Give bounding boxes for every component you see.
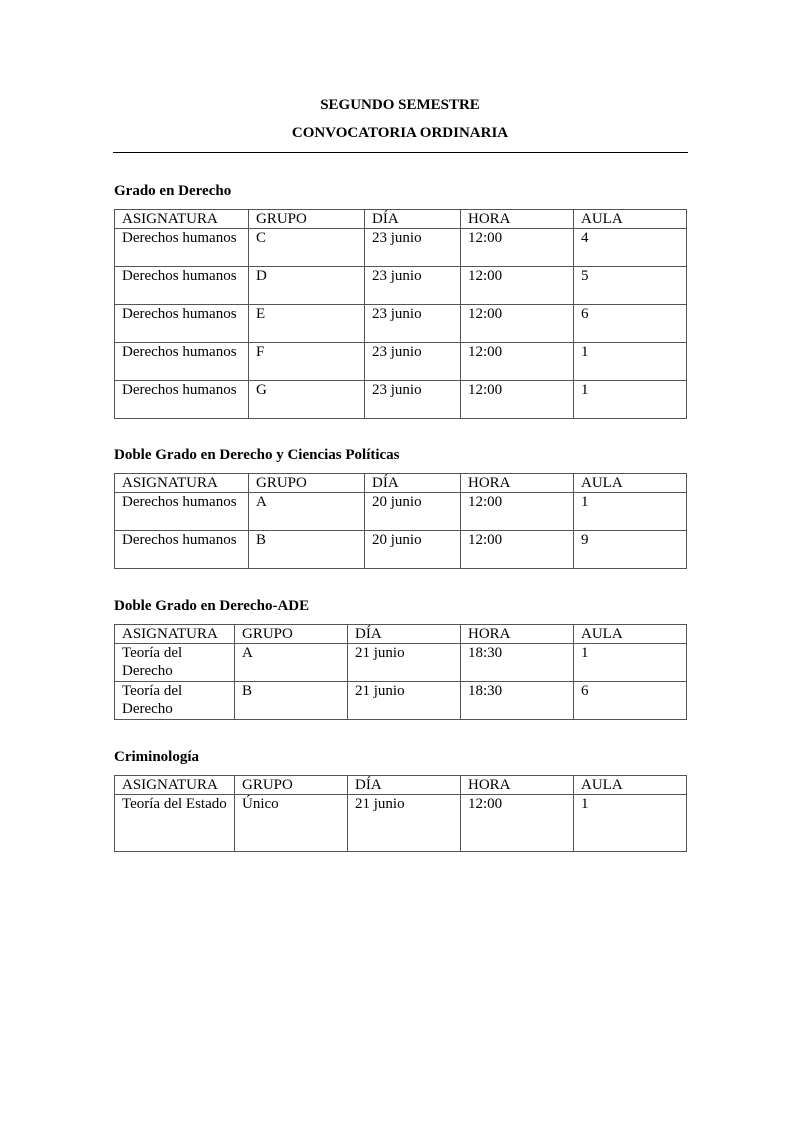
col-header-hora: HORA [461, 210, 574, 229]
col-header-aula: AULA [574, 474, 687, 493]
cell-asignatura: Derechos humanos [115, 531, 249, 569]
table-row [115, 381, 687, 419]
col-header-asignatura: ASIGNATURA [115, 474, 249, 493]
cell-aula: 1 [574, 644, 687, 682]
cell-hora: 12:00 [461, 381, 574, 419]
cell-grupo: D [249, 267, 365, 305]
cell-asignatura: Derechos humanos [115, 229, 249, 267]
schedule-table-grado-derecho [114, 209, 687, 419]
cell-hora: 12:00 [461, 229, 574, 267]
col-header-asignatura: ASIGNATURA [115, 776, 235, 795]
col-header-aula: AULA [574, 776, 687, 795]
col-header-grupo: GRUPO [235, 776, 348, 795]
cell-dia: 23 junio [365, 343, 461, 381]
cell-hora: 18:30 [461, 644, 574, 682]
table-row [115, 795, 687, 852]
cell-grupo: B [235, 682, 348, 720]
col-header-dia: DÍA [348, 776, 461, 795]
cell-dia: 23 junio [365, 267, 461, 305]
cell-aula: 1 [574, 381, 687, 419]
col-header-hora: HORA [461, 625, 574, 644]
cell-hora: 12:00 [461, 267, 574, 305]
cell-asignatura: Teoría del Estado [115, 795, 235, 852]
table-header-row [115, 776, 687, 795]
cell-dia: 23 junio [365, 305, 461, 343]
cell-asignatura: Derechos humanos [115, 343, 249, 381]
cell-aula: 1 [574, 343, 687, 381]
schedule-table-doble-grado-ade [114, 624, 687, 720]
col-header-asignatura: ASIGNATURA [115, 625, 235, 644]
col-header-hora: HORA [461, 474, 574, 493]
table-header-row [115, 474, 687, 493]
table-row [115, 644, 687, 682]
table-row [115, 305, 687, 343]
table-row [115, 493, 687, 531]
cell-dia: 20 junio [365, 531, 461, 569]
cell-aula: 1 [574, 493, 687, 531]
cell-aula: 5 [574, 267, 687, 305]
schedule-table-doble-grado-ccpp [114, 473, 687, 569]
cell-grupo: A [235, 644, 348, 682]
cell-grupo: B [249, 531, 365, 569]
cell-hora: 12:00 [461, 531, 574, 569]
cell-aula: 9 [574, 531, 687, 569]
document-subtitle: CONVOCATORIA ORDINARIA [291, 125, 509, 141]
cell-asignatura: Teoría del Derecho [115, 644, 235, 682]
col-header-grupo: GRUPO [249, 474, 365, 493]
col-header-grupo: GRUPO [235, 625, 348, 644]
cell-grupo: A [249, 493, 365, 531]
col-header-dia: DÍA [348, 625, 461, 644]
cell-grupo: C [249, 229, 365, 267]
col-header-aula: AULA [574, 210, 687, 229]
cell-asignatura: Derechos humanos [115, 493, 249, 531]
cell-hora: 12:00 [461, 305, 574, 343]
table-row [115, 229, 687, 267]
cell-dia: 21 junio [348, 682, 461, 720]
schedule-table-criminologia [114, 775, 687, 852]
col-header-grupo: GRUPO [249, 210, 365, 229]
cell-hora: 12:00 [461, 343, 574, 381]
cell-hora: 18:30 [461, 682, 574, 720]
section-heading-grado-derecho: Grado en Derecho [114, 183, 232, 199]
cell-hora: 12:00 [461, 795, 574, 852]
cell-aula: 1 [574, 795, 687, 852]
document-title: SEGUNDO SEMESTRE [320, 97, 480, 113]
cell-grupo: E [249, 305, 365, 343]
table-row [115, 267, 687, 305]
cell-asignatura: Teoría del Derecho [115, 682, 235, 720]
table-row [115, 531, 687, 569]
table-row [115, 343, 687, 381]
cell-grupo: G [249, 381, 365, 419]
col-header-asignatura: ASIGNATURA [115, 210, 249, 229]
cell-dia: 21 junio [348, 795, 461, 852]
col-header-aula: AULA [574, 625, 687, 644]
section-heading-doble-grado-ade: Doble Grado en Derecho-ADE [114, 598, 310, 614]
cell-asignatura: Derechos humanos [115, 305, 249, 343]
col-header-hora: HORA [461, 776, 574, 795]
cell-grupo: F [249, 343, 365, 381]
cell-aula: 4 [574, 229, 687, 267]
cell-dia: 23 junio [365, 381, 461, 419]
table-header-row [115, 625, 687, 644]
cell-asignatura: Derechos humanos [115, 381, 249, 419]
cell-dia: 20 junio [365, 493, 461, 531]
col-header-dia: DÍA [365, 474, 461, 493]
cell-aula: 6 [574, 305, 687, 343]
section-heading-criminologia: Criminología [114, 749, 199, 765]
section-heading-doble-grado-ccpp: Doble Grado en Derecho y Ciencias Políticas [114, 447, 400, 463]
cell-dia: 23 junio [365, 229, 461, 267]
cell-grupo: Único [235, 795, 348, 852]
col-header-dia: DÍA [365, 210, 461, 229]
cell-asignatura: Derechos humanos [115, 267, 249, 305]
header-divider [113, 152, 688, 153]
table-row [115, 682, 687, 720]
table-header-row [115, 210, 687, 229]
cell-hora: 12:00 [461, 493, 574, 531]
cell-aula: 6 [574, 682, 687, 720]
cell-dia: 21 junio [348, 644, 461, 682]
